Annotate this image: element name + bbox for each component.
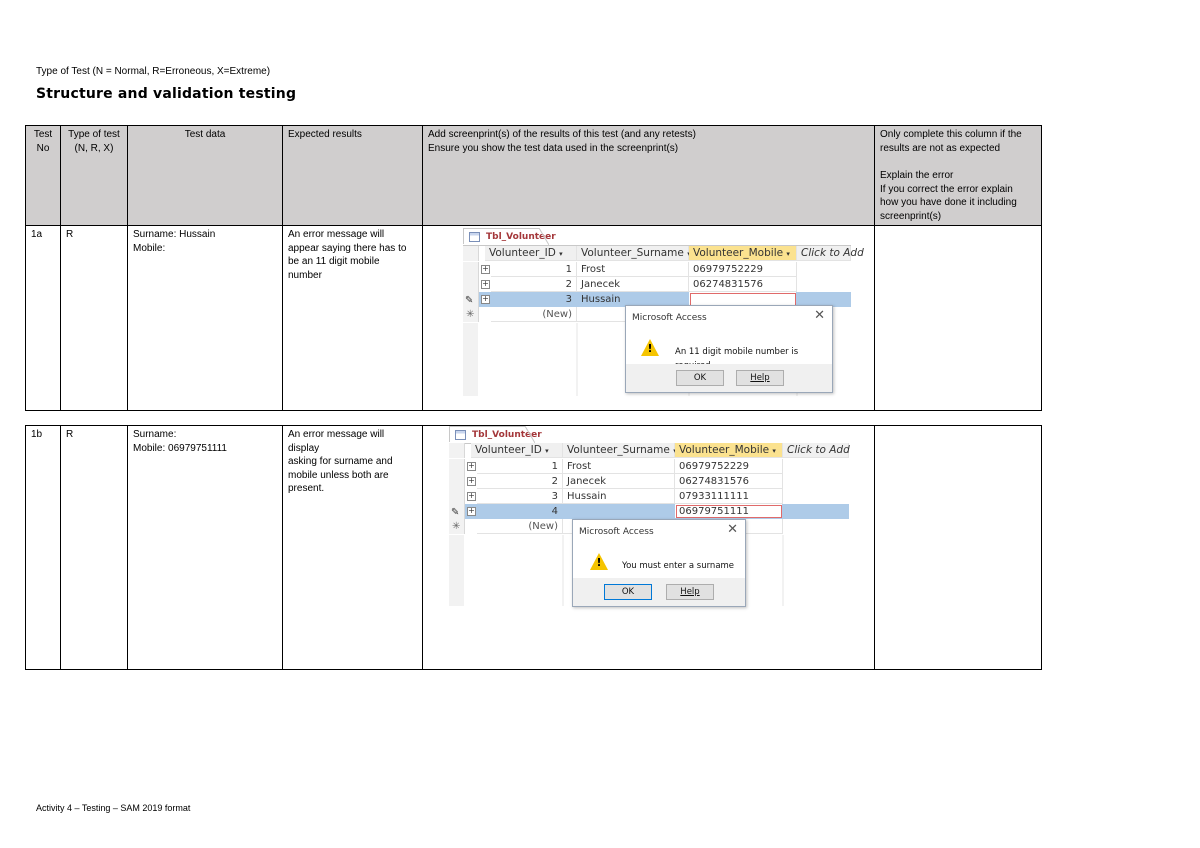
header-notes-line1: Only complete this column if the (880, 129, 1022, 140)
chevron-down-icon: ▾ (545, 447, 549, 455)
cell-id-value: 3 (565, 294, 572, 305)
cell-surname-value: Janecek (567, 476, 607, 487)
test-type: R (66, 429, 74, 440)
chevron-down-icon: ▾ (786, 250, 790, 258)
row-selector (449, 474, 465, 489)
cell-new (477, 519, 563, 534)
help-button[interactable]: Help (666, 584, 714, 600)
expand-icon: + (468, 506, 475, 515)
cell-mobile-value: 06274831576 (693, 279, 763, 290)
close-icon[interactable]: ✕ (814, 308, 825, 323)
header-test-no (26, 126, 61, 226)
cell-mobile[interactable] (675, 504, 783, 519)
datasheet-row (449, 489, 849, 504)
header-expected-label: Expected results (288, 129, 362, 140)
test-data-line2: Mobile: 06979751111 (133, 442, 227, 454)
ok-button[interactable]: OK (676, 370, 724, 386)
row-selector-header (449, 443, 465, 458)
expand-icon: + (468, 476, 475, 485)
cell-id (477, 504, 563, 519)
close-icon[interactable]: ✕ (727, 522, 738, 537)
cell-id-value: 1 (565, 264, 572, 275)
header-type-line1: Type of test (68, 129, 120, 140)
row-selector (449, 519, 465, 534)
test-type-legend: Type of Test (N = Normal, R=Erroneous, X=Extreme) (36, 66, 271, 77)
col-header-mobile-label: Volunteer_Mobile (679, 444, 770, 456)
chevron-down-icon: ▾ (559, 250, 563, 258)
datasheet-row (449, 459, 849, 474)
expected-line1: An error message will display (288, 429, 385, 454)
datasheet-header (449, 443, 849, 458)
cell-id (477, 474, 563, 489)
cell-surname-value: Frost (567, 461, 592, 472)
test-data-line1: Surname: (133, 429, 177, 440)
dialog-button-bar (573, 578, 745, 606)
test-no: 1a (31, 229, 43, 240)
cell-id (477, 459, 563, 474)
cell-new (491, 307, 577, 322)
cell-mobile (675, 474, 783, 489)
cell-surname-value: Janecek (581, 279, 621, 290)
tab-strip (463, 228, 851, 246)
chevron-down-icon: ▾ (772, 447, 776, 455)
cell-mobile (689, 262, 797, 277)
pencil-icon: ✎ (451, 507, 460, 518)
tab-strip (449, 426, 849, 444)
cell-mobile-value: 06979752229 (679, 461, 749, 472)
cell-mobile-value: 07933111111 (679, 491, 749, 502)
col-header-mobile (689, 246, 797, 261)
col-header-surname-label: Volunteer_Surname (581, 247, 684, 259)
expected-cell (283, 226, 423, 411)
header-notes-line4: If you correct the error explain (880, 183, 1013, 195)
table-tab-label: Tbl_Volunteer (472, 430, 542, 440)
access-screenshot (463, 228, 864, 396)
ok-button[interactable]: OK (604, 584, 652, 600)
expected-line3: mobile unless both are (288, 469, 389, 481)
expand-icon: + (482, 264, 489, 273)
header-test-data (128, 126, 283, 226)
new-record-label: (New) (542, 309, 572, 320)
header-test-data-label: Test data (184, 129, 226, 140)
header-notes-line2: results are not as expected (880, 142, 1001, 154)
test-table-1 (25, 125, 1042, 411)
new-record-icon: ✳ (466, 309, 475, 320)
datasheet-row (463, 262, 851, 277)
cell-surname (563, 489, 675, 504)
row-selector (449, 504, 465, 519)
error-dialog (572, 519, 746, 607)
dialog-title: Microsoft Access (579, 527, 654, 537)
test-data-cell (128, 426, 283, 670)
header-notes (875, 126, 1042, 226)
table-icon (455, 430, 466, 440)
cell-mobile-value: 06979751111 (679, 506, 749, 517)
cell-id-value: 1 (551, 461, 558, 472)
col-header-id-label: Volunteer_ID (489, 247, 556, 259)
row-selector (463, 307, 479, 322)
table-tab (449, 426, 542, 442)
access-screenshot (449, 426, 849, 606)
header-notes-line5: how you have done it including (880, 197, 1017, 208)
test-type: R (66, 229, 74, 240)
table-icon (469, 232, 480, 242)
col-header-id (471, 443, 563, 458)
expected-cell (283, 426, 423, 670)
row-selector (449, 489, 465, 504)
row-selector (463, 292, 479, 307)
header-notes-line6: screenprint(s) (880, 210, 942, 222)
tab-slant (525, 426, 535, 443)
datasheet-row (463, 277, 851, 292)
header-notes-line3: Explain the error (880, 170, 954, 181)
dialog-message: An 11 digit mobile number is (675, 347, 799, 357)
cell-id-value: 2 (551, 476, 558, 487)
cell-surname-value: Hussain (567, 491, 607, 502)
test-data-cell (128, 226, 283, 411)
cell-surname (577, 277, 689, 292)
cell-surname-value: Frost (581, 264, 606, 275)
cell-id-value: 3 (551, 491, 558, 502)
header-screenprint-line1: Add screenprint(s) of the results of this test (and any retests) (428, 129, 696, 140)
page-title: Structure and validation testing (36, 86, 297, 102)
header-screenprint-line2: Ensure you show the test data used in the screenprint(s) (428, 142, 679, 154)
test-type-cell (61, 226, 128, 411)
cell-mobile-value: 06979752229 (693, 264, 763, 275)
expected-line1: An error message will (288, 229, 385, 240)
header-test-no-line1: Test (33, 129, 53, 140)
test-no: 1b (31, 429, 43, 440)
cell-id (491, 262, 577, 277)
test-data-line1: Surname: Hussain (133, 229, 216, 240)
table-tab-label: Tbl_Volunteer (486, 232, 556, 242)
expected-line4: number (288, 269, 322, 281)
header-test-no-line2: No (36, 142, 50, 154)
test-type-cell (61, 426, 128, 670)
col-header-click-to-add-label: Click to Add (801, 247, 864, 259)
row-selector (463, 262, 479, 277)
dialog-title: Microsoft Access (632, 313, 707, 323)
test-row-1b (26, 426, 1042, 670)
cell-surname-value: Hussain (581, 294, 621, 305)
datasheet-row (449, 474, 849, 489)
warning-mark: ! (647, 342, 653, 355)
cell-surname (577, 262, 689, 277)
col-header-id-label: Volunteer_ID (475, 444, 542, 456)
new-record-label: (New) (528, 521, 558, 532)
row-selector-header (463, 246, 479, 261)
expand-icon: + (468, 461, 475, 470)
help-button[interactable]: Help (736, 370, 784, 386)
error-dialog (625, 305, 833, 393)
warning-mark: ! (596, 556, 602, 569)
cell-mobile-value: 06274831576 (679, 476, 749, 487)
col-header-click-to-add (783, 443, 849, 458)
test-table-2 (25, 425, 1042, 670)
expected-line2: asking for surname and (288, 456, 393, 467)
header-row (26, 126, 1042, 226)
dialog-message: You must enter a surname (622, 561, 735, 571)
col-header-click-to-add-label: Click to Add (787, 444, 850, 456)
cell-mobile (675, 489, 783, 504)
expand-icon: + (482, 279, 489, 288)
header-type (61, 126, 128, 226)
cell-surname (563, 459, 675, 474)
cell-mobile (689, 277, 797, 292)
col-header-click-to-add (797, 246, 864, 261)
row-selector (463, 277, 479, 292)
page-footer: Activity 4 – Testing – SAM 2019 format (36, 803, 191, 813)
expand-icon: + (482, 294, 489, 303)
test-no-cell (26, 426, 61, 670)
expected-line3: be an 11 digit mobile (288, 256, 380, 267)
expand-icon: + (468, 491, 475, 500)
notes-cell (875, 226, 1042, 411)
col-header-surname-label: Volunteer_Surname (567, 444, 670, 456)
screenprint-cell (423, 226, 875, 411)
tab-slant (539, 228, 549, 245)
header-expected (283, 126, 423, 226)
cell-id (477, 489, 563, 504)
screenprint-cell (423, 426, 875, 670)
col-header-mobile (675, 443, 783, 458)
col-header-surname (563, 443, 675, 458)
col-header-surname (577, 246, 689, 261)
test-row-1a (26, 226, 1042, 411)
header-type-line2: (N, R, X) (74, 142, 114, 154)
header-screenprint (423, 126, 875, 226)
cell-id (491, 277, 577, 292)
dialog-button-bar (626, 364, 832, 392)
new-record-icon: ✳ (452, 521, 461, 532)
cell-mobile (675, 459, 783, 474)
row-selector (449, 459, 465, 474)
pencil-icon: ✎ (465, 295, 474, 306)
test-data-line2: Mobile: (133, 242, 166, 254)
cell-surname-empty[interactable] (563, 504, 675, 519)
test-no-cell (26, 226, 61, 411)
cell-surname (563, 474, 675, 489)
notes-cell (875, 426, 1042, 670)
table-tab (463, 228, 556, 244)
datasheet-row-editing (449, 504, 849, 519)
expected-line2: appear saying there has to (288, 242, 407, 254)
cell-id-value: 2 (565, 279, 572, 290)
cell-id (491, 292, 577, 307)
cell-id-value: 4 (551, 506, 558, 517)
datasheet-header (463, 246, 864, 261)
col-header-id (485, 246, 577, 261)
expected-line4: present. (288, 483, 325, 494)
col-header-mobile-label: Volunteer_Mobile (693, 247, 784, 259)
